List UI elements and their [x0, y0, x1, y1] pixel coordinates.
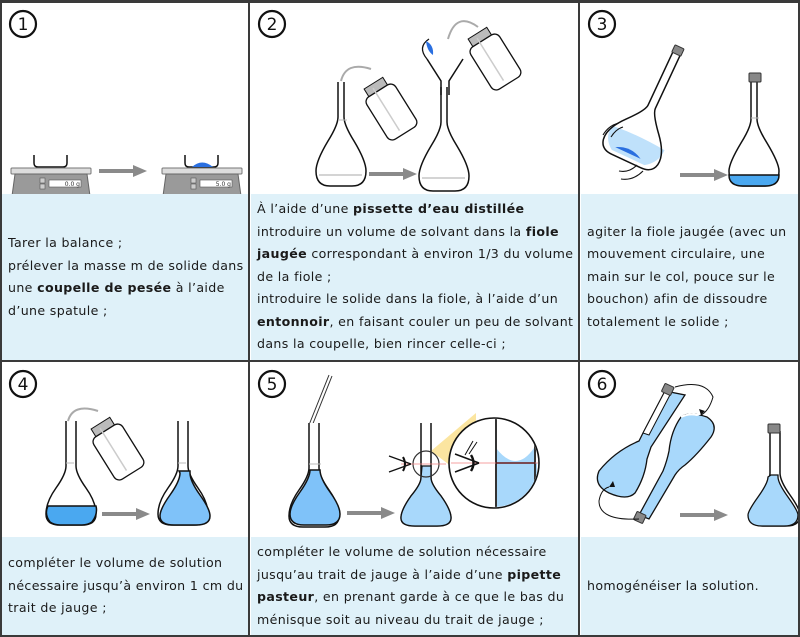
swirl-flask-scene-icon [581, 3, 798, 194]
instruction-text: agiter la fiole jaugée (avec un mouvement circulaire, une main sur le col, pouce sur le bouchon) afin de dissoudre totalement le solide ; [587, 223, 787, 329]
step-4-illustration [2, 363, 249, 537]
key-term: entonnoir [257, 313, 330, 329]
instruction-text: à l’aide d’une spatule ; [8, 280, 225, 318]
step-3 [581, 3, 798, 360]
instruction-text: compléter le volume de solution nécessaire jusqu’au trait de jauge à l’aide d’une [257, 544, 547, 582]
step-4 [2, 363, 249, 635]
instruction-text: prélever la masse m de solide dans une [8, 257, 244, 295]
instruction-text: correspondant à environ 1/3 du volume de la fiole ; [257, 246, 574, 284]
step-1-illustration [2, 3, 249, 194]
step-6-instructions [581, 537, 798, 635]
invert-flask-scene-icon [581, 363, 798, 537]
row-divider [0, 360, 800, 362]
step-1-instructions [2, 194, 249, 360]
fill-flask-scene-icon [2, 363, 249, 537]
step-6 [581, 363, 798, 635]
pasteur-pipette-meniscus-scene-icon [251, 363, 579, 537]
step-3-illustration [581, 3, 798, 194]
column-divider [578, 0, 580, 637]
step-1 [2, 3, 249, 360]
step-5-instructions [251, 537, 579, 635]
key-term: pipette pasteur [257, 566, 562, 604]
svg-text:3: 3 [596, 15, 608, 35]
step-2-illustration [251, 3, 579, 194]
instruction-text: , en faisant couler un peu de solvant dans la coupelle, bien rincer celle-ci ; [257, 313, 574, 352]
step-5-illustration [251, 363, 579, 537]
svg-text:0.0 g: 0.0 g [64, 181, 80, 188]
instruction-text: introduire un volume de solvant dans la [257, 223, 526, 239]
svg-text:2: 2 [266, 15, 278, 35]
svg-text:1: 1 [17, 15, 29, 35]
step-2 [251, 3, 579, 360]
instruction-text: compléter le volume de solution nécessaire jusqu’à environ 1 cm du trait de jauge ; [8, 555, 244, 616]
wash-bottle-funnel-scene-icon [251, 3, 579, 194]
instruction-text: Tarer la balance ; [8, 235, 123, 250]
svg-text:5: 5 [266, 375, 278, 395]
key-term: fiole jaugée [257, 223, 559, 262]
key-term: pissette d’eau distillée [353, 201, 525, 217]
step-5 [251, 363, 579, 635]
svg-text:5.0 g: 5.0 g [215, 181, 231, 188]
instruction-text: À l’aide d’une [257, 201, 354, 217]
svg-text:4: 4 [17, 375, 29, 395]
instruction-text: introduire le solide dans la fiole, à l’aide d’un [257, 291, 559, 307]
key-term: coupelle de pesée [37, 280, 172, 295]
svg-text:6: 6 [596, 375, 608, 395]
instruction-text: homogénéiser la solution. [587, 577, 759, 593]
balance-scene-icon [2, 3, 249, 194]
step-4-instructions [2, 537, 249, 635]
column-divider [248, 0, 250, 637]
step-3-instructions [581, 194, 798, 360]
instruction-text: , en prenant garde à ce que le bas du ménisque soit au niveau du trait de jauge ; [257, 589, 565, 627]
step-6-illustration [581, 363, 798, 537]
step-2-instructions [251, 194, 579, 360]
